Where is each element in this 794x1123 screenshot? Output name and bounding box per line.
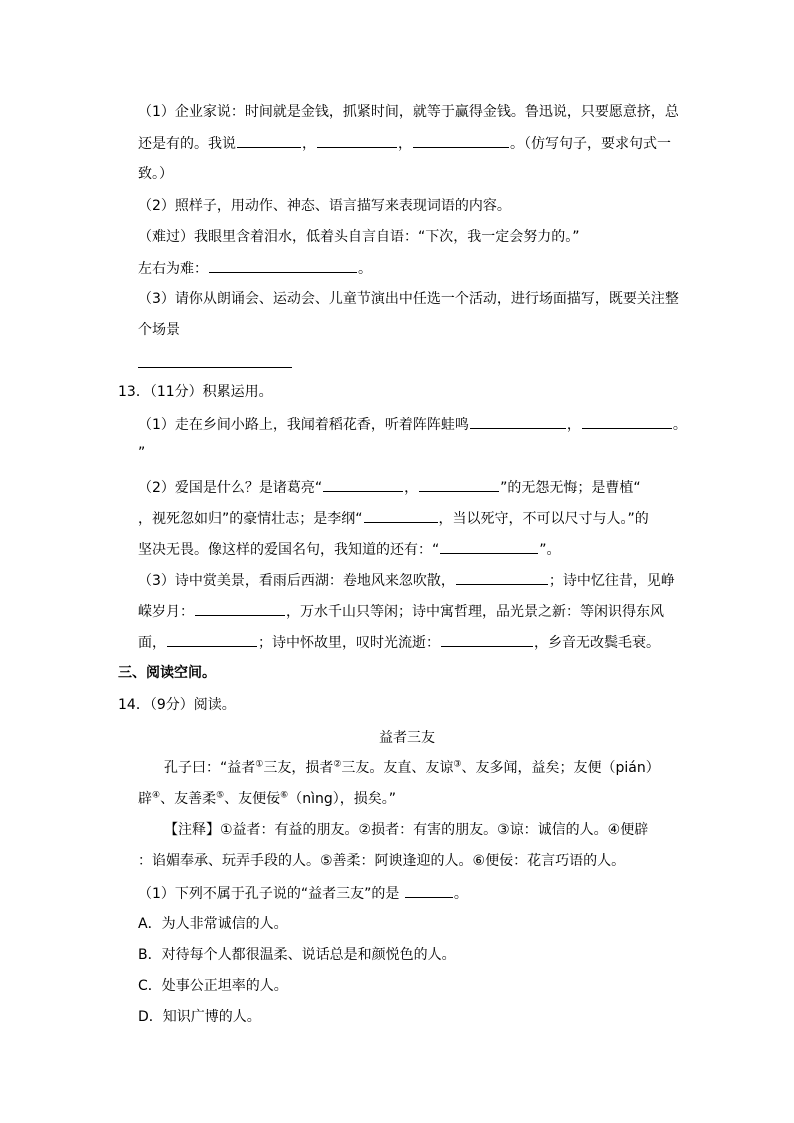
q13-p3-line1 [138, 572, 675, 589]
text: （1）走在乡间小路上，我闻着稻花香，听着阵阵蛙鸣 [138, 417, 469, 433]
text: 个场景 [138, 322, 180, 338]
text: ， [404, 480, 419, 496]
text: 。（仿写句子，要求句式一 [510, 136, 671, 152]
passage-line2 [138, 791, 396, 807]
text: ， [302, 136, 316, 152]
text: 三、阅读空间。 [118, 665, 216, 681]
text: ” [138, 445, 146, 461]
option-b[interactable] [138, 947, 456, 963]
answer-blank[interactable] [323, 479, 403, 492]
text: 益者三友 [379, 730, 435, 746]
text: 、友善柔 [160, 791, 217, 807]
text: C．处事公正坦率的人。 [138, 978, 288, 994]
footnote-mark: ⑤ [216, 790, 225, 801]
text: 。 [358, 261, 372, 277]
text: 三友。友直、友谅 [341, 760, 454, 776]
text: （2）照样子，用动作、神态、语言描写来表现词语的内容。 [138, 198, 511, 214]
text: 、友多闻，益矣；友便（pián） [461, 760, 660, 776]
text: 13．（11分）积累运用。 [118, 384, 273, 400]
text: 还是有的。我说 [138, 136, 236, 152]
text: ”的无怨无悔；是曹植“ [500, 480, 641, 496]
answer-blank[interactable] [167, 634, 257, 647]
answer-blank[interactable] [419, 479, 499, 492]
text: 【注释】①益者：有益的朋友。②损者：有害的朋友。③谅：诚信的人。④便辟 [164, 822, 649, 838]
text: （难过）我眼里含着泪水，低着头自言自语：“下次，我一定会努力的。” [138, 229, 580, 245]
answer-blank[interactable] [582, 416, 672, 429]
text: ：谄媚奉承、玩弄手段的人。⑤善柔：阿谀逢迎的人。⑥便佞：花言巧语的人。 [138, 853, 626, 869]
q12-p3-line1 [138, 291, 679, 307]
text: 左右为难： [138, 261, 208, 277]
q13-p2-line2 [138, 510, 649, 527]
q12-p3-line2 [138, 322, 180, 338]
text: ，当以死守，不可以尺寸与人。”的 [438, 511, 649, 527]
text: （2）爱国是什么？是诸葛亮“ [138, 480, 323, 496]
q12-p2-line1 [138, 198, 511, 214]
text: ， [566, 417, 581, 433]
answer-line[interactable] [138, 367, 292, 368]
q13-p2-line1 [138, 479, 641, 496]
q12-p2-line3 [138, 260, 372, 277]
text: 三友，损者 [263, 760, 334, 776]
q12-p2-line2 [138, 229, 580, 245]
text: D．知识广博的人。 [138, 1009, 261, 1025]
option-a[interactable] [138, 916, 288, 932]
q13-p3-line3 [138, 634, 660, 651]
text: 。 [453, 886, 468, 902]
text: 14．（9分）阅读。 [118, 697, 236, 713]
answer-blank[interactable] [456, 572, 548, 585]
q13-p3-line2 [138, 603, 664, 620]
text: 嵘岁月： [138, 604, 194, 620]
text: ，乡音无改鬓毛衰。 [534, 635, 660, 651]
text: ”。 [539, 542, 561, 558]
text: （1）下列不属于孔子说的“益者三友”的是 [138, 886, 404, 902]
text: A．为人非常诚信的人。 [138, 916, 288, 932]
text: 辟 [138, 791, 152, 807]
q13-heading [118, 384, 273, 400]
text: 孔子曰：“益者 [164, 760, 256, 776]
text: （3）请你从朗诵会、运动会、儿童节演出中任选一个活动，进行场面描写，既要关注整 [138, 291, 679, 307]
q13-p2-line3 [138, 541, 561, 558]
answer-blank[interactable] [317, 135, 397, 148]
text: ；诗中忆往昔，见峥 [548, 573, 675, 589]
q12-p1-line2 [138, 135, 671, 152]
notes-line1 [164, 822, 648, 838]
footnote-mark: ③ [453, 759, 462, 770]
text: 、友便佞 [224, 791, 281, 807]
text: （1）企业家说：时间就是金钱，抓紧时间，就等于赢得金钱。鲁迅说，只要愿意挤，总 [138, 104, 679, 120]
text: B．对待每个人都很温柔、说话总是和颜悦色的人。 [138, 947, 456, 963]
q13-p1-line1 [138, 416, 687, 433]
passage-line1 [164, 760, 660, 776]
answer-blank[interactable] [470, 416, 566, 429]
footnote-mark: ④ [152, 790, 161, 801]
answer-blank[interactable] [195, 603, 285, 616]
answer-blank[interactable] [441, 634, 533, 647]
text: 致。） [138, 166, 173, 182]
q13-p1-line2 [138, 445, 145, 461]
option-c[interactable] [138, 978, 288, 994]
footnote-mark: ① [255, 759, 264, 770]
text: ；诗中怀故里，叹时光流逝： [258, 635, 440, 651]
text: ，万水千山只等闲；诗中寓哲理，品光景之新：等闲识得东风 [286, 604, 664, 620]
notes-line2 [138, 853, 625, 869]
answer-blank[interactable] [440, 541, 538, 554]
answer-blank[interactable] [405, 885, 453, 898]
answer-blank[interactable] [413, 135, 509, 148]
answer-blank[interactable] [237, 135, 301, 148]
q14-sub1 [138, 885, 468, 902]
answer-blank[interactable] [209, 260, 357, 273]
option-d[interactable] [138, 1009, 261, 1025]
text: （nìng），损矣。” [288, 791, 397, 807]
footnote-mark: ② [333, 759, 342, 770]
text: 面， [138, 635, 166, 651]
passage-title [379, 730, 435, 746]
answer-blank[interactable] [364, 510, 438, 523]
q14-heading [118, 697, 236, 713]
text: 。 [672, 417, 687, 433]
text: （3）诗中赏美景，看雨后西湖：卷地风来忽吹散， [138, 573, 455, 589]
section-heading [118, 665, 216, 681]
q12-p1-line1 [138, 104, 679, 120]
text: ， [398, 136, 412, 152]
text: ，视死忽如归”的豪情壮志；是李纲“ [138, 511, 363, 527]
text: 坚决无畏。像这样的爱国名句，我知道的还有：“ [138, 542, 440, 558]
q12-p1-line3 [138, 166, 173, 182]
footnote-mark: ⑥ [280, 790, 289, 801]
